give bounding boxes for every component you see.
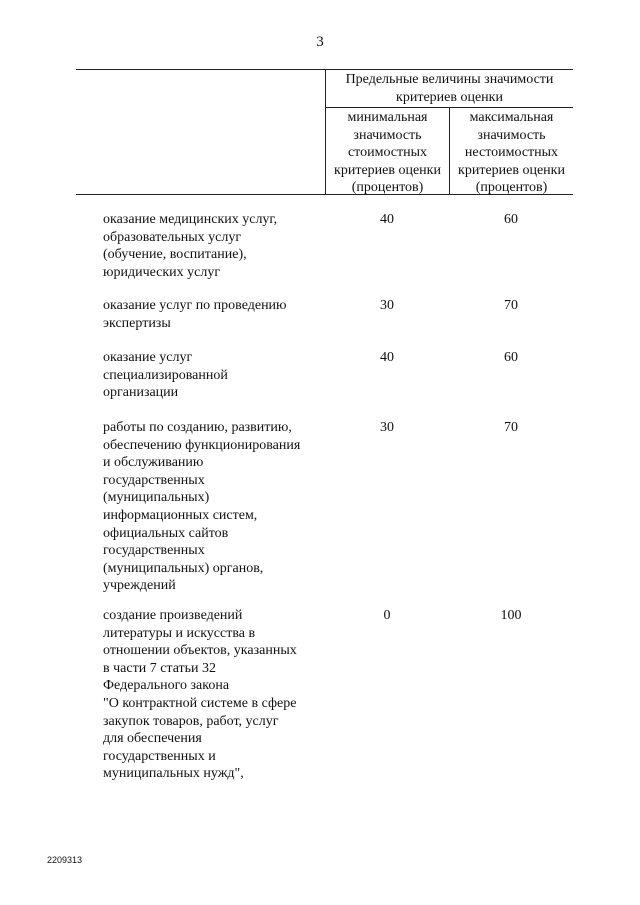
row-label-line: создание произведений — [103, 608, 243, 623]
page-number: 3 — [316, 34, 324, 50]
row-label-line: муниципальных нужд", — [103, 766, 244, 782]
row-max-value: 70 — [504, 420, 518, 435]
column-header-max — [450, 109, 573, 197]
row-label-line: отношении объектов, указанных — [103, 643, 297, 659]
row-label-line: государственных — [103, 543, 205, 559]
table-row-label — [103, 297, 338, 332]
table-group-header — [326, 71, 573, 106]
row-label-line: закупок товаров, работ, услуг — [103, 713, 279, 729]
row-min-value: 40 — [380, 212, 394, 227]
row-label-line: специализированной — [103, 367, 228, 383]
table-row-label — [103, 607, 338, 783]
row-min-value: 0 — [383, 608, 391, 623]
row-label-line: обеспечению функционирования — [103, 437, 301, 453]
row-label-line: государственных — [103, 472, 205, 488]
row-max-value: 100 — [500, 608, 522, 623]
column-header-line: максимальная — [469, 110, 554, 125]
row-label-line: литературы и искусства в — [103, 625, 256, 641]
row-label-line: работы по созданию, развитию, — [103, 420, 292, 435]
row-label-line: оказание услуг по проведению — [103, 298, 287, 313]
row-label-line: для обеспечения — [103, 731, 202, 747]
column-header-line: значимость — [353, 127, 422, 143]
row-label-line: экспертизы — [103, 315, 171, 331]
column-header-line: значимость — [477, 127, 546, 143]
document-footer-id: 2209313 — [47, 855, 83, 865]
table-row-label — [103, 211, 338, 281]
row-label-line: информационных систем, — [103, 507, 258, 523]
row-max-value: 60 — [504, 350, 518, 365]
row-min-value: 30 — [380, 420, 394, 435]
row-label-line: "О контрактной системе в сфере — [103, 695, 297, 711]
row-label-line: Федерального закона — [103, 678, 230, 694]
row-label-line: и обслуживанию — [103, 455, 204, 471]
row-label-line: (муниципальных) — [103, 490, 210, 506]
row-label-line: в части 7 статьи 32 — [103, 660, 217, 676]
column-header-line: критериев оценки — [458, 162, 565, 178]
row-label-line: официальных сайтов — [103, 525, 229, 541]
table-row-label — [103, 419, 338, 595]
row-min-value: 40 — [380, 350, 394, 365]
row-label-line: учреждений — [103, 578, 176, 594]
row-max-value: 60 — [504, 212, 518, 227]
row-label-line: (обучение, воспитание), — [103, 247, 247, 263]
row-label-line: государственных и — [103, 748, 216, 764]
column-header-min — [326, 109, 449, 197]
row-max-value: 70 — [504, 298, 518, 313]
column-header-line: (процентов) — [351, 180, 424, 196]
column-header-line: стоимостных — [347, 145, 428, 161]
column-header-line: (процентов) — [475, 180, 548, 196]
row-label-line: образовательных услуг — [103, 229, 242, 245]
row-label-line: юридических услуг — [103, 264, 221, 280]
row-label-line: оказание медицинских услуг, — [103, 212, 278, 227]
table-row-label — [103, 349, 338, 402]
row-min-value: 30 — [380, 298, 394, 313]
column-header-line: минимальная — [347, 110, 428, 125]
row-label-line: (муниципальных) органов, — [103, 560, 264, 576]
group-header-line: Предельные величины значимости — [345, 72, 554, 87]
row-label-line: оказание услуг — [103, 350, 193, 365]
column-header-line: нестоимостных — [464, 145, 559, 161]
group-header-line: критериев оценки — [396, 89, 503, 105]
column-header-line: критериев оценки — [334, 162, 441, 178]
row-label-line: организации — [103, 385, 179, 401]
